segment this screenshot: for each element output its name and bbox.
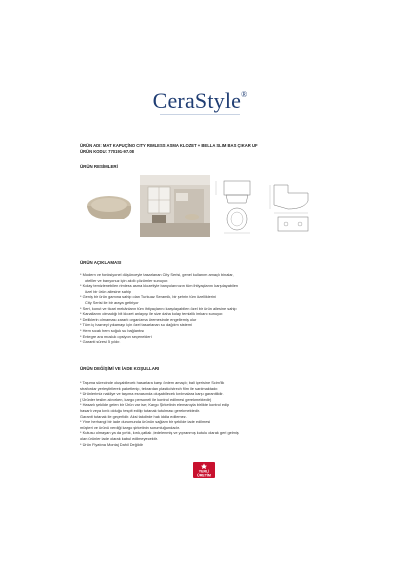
list-item: * Sert, konut ve ticari mekânların tüm ihtiyaçlarını karşılayabilen özel bir ürün ailesine sahip — [80, 305, 237, 311]
return-conditions-list — [80, 380, 320, 447]
list-item: City Serisi ile bir araya getiriyor — [85, 299, 139, 305]
brand-registered-mark: ® — [241, 90, 248, 99]
brand-name: CeraStyle — [152, 88, 242, 113]
description-section-title: ÜRÜN AÇIKLAMASI — [80, 260, 122, 265]
list-item: * Deliklerin olmaması zararlı organizma üremesinde engellemiş olur — [80, 316, 197, 322]
technical-drawing-front — [212, 175, 262, 237]
list-item: * Yine herhangi bir iade durumunda ürünün sağlam bir şekilde iade edilmesi — [80, 419, 211, 425]
list-item: * Ürünlerimiz nakliye ve taşıma esnasında oluşabilecek kırılmalara karşı garantilidir. — [80, 391, 224, 397]
list-item: * Kanallarını olmadığı bit klozet anlayışı ile size daha kolay temizlik imkanı sunuyor. — [80, 311, 224, 317]
list-item: Garanti tutanak ile geçerlidir. Aksi takdirde hak iddia edilemez. — [80, 413, 187, 419]
list-item: müşteri ve ürünü verdiği kargo şirketinin sorumluğundadır. — [80, 424, 180, 430]
product-meta — [80, 143, 340, 155]
list-item: * Entegre ara musluk opsiyon seçenekleri — [80, 333, 152, 339]
list-item: hasarlı veya kırık olduğu tespit edilip tutanak tutulması gerekmektedir. — [80, 407, 201, 413]
list-item: strafordar yerleştirilerek paketlenip, tekrardan plastic/strech film ile sarılmaktadır. — [80, 385, 219, 391]
return-section-title: ÜRÜN DEĞİŞİMİ VE İADE KOŞULLARI — [80, 366, 160, 371]
list-item: * Ürün Fiyatına Montaj Dahil Değildir — [80, 441, 143, 447]
technical-drawing-side — [264, 175, 322, 237]
list-item: * Kolay temizlenebilen rimless asma klozetiyle banyolarınızın tüm ihtiyaçlarını karşılayabilen — [80, 283, 239, 289]
list-item: * Taşıma sürecinde oluşabilecek hasarlara karşı önlem amaçlı; bali içerisine Scim'lik — [80, 380, 225, 385]
list-item: * Garanti süresi 5 yıldır. — [80, 339, 121, 345]
list-item: olan ürünler iade olarak kabul edilmeyecektir. — [80, 435, 158, 441]
toilet-photo — [80, 175, 138, 237]
local-production-badge — [193, 462, 215, 478]
bathroom-photo — [140, 175, 210, 237]
brand-logo — [0, 88, 400, 114]
description-list — [80, 272, 320, 345]
list-item: * Modern ve fonksiyonel düşünceyle tasarlanan City Serisi, genel kullanım amaçlı binalar, — [80, 272, 234, 277]
list-item: özel bir ürün ailesine sahip — [85, 288, 132, 294]
list-item: * Tüm iç hazneyi yıkamayı için özel tasarlanan su dağılım sistemi — [80, 322, 192, 328]
product-code: ÜRÜN KODU: 770191-97.08 — [80, 149, 134, 154]
images-section-title: ÜRÜN RESİMLERİ — [80, 164, 118, 169]
list-item: otelller ve banyonuz için akıllı çözümler sunuyor. — [85, 277, 169, 283]
list-item: * Hasarlı şekilde gelen bir Ürün var ise; Kargo Şirketinin elemanıyla birlikte kontrol edip — [80, 402, 230, 408]
logo-underline — [160, 114, 240, 115]
list-item: * Hem sıcak hem soğuk su bağlantısı — [80, 327, 145, 333]
badge-line1: YERLİ — [198, 469, 210, 474]
list-item: ( Ürünler teslim alınırken, kargo personeli ile kontrol edilmesi gerekmektedir) — [80, 396, 212, 402]
list-item: * Geniş bir ürün gamına sahip olan Turkuaz Seramik, bir şehrin tüm özelliklerini — [80, 294, 217, 300]
product-gallery — [80, 175, 322, 237]
list-item: * Kutusu olmayan ya da yırtık, kırık,çatlak ,tedelenmiş ve yıpranmış kutulu olarak geri gelmiş — [80, 430, 239, 436]
product-name: ÜRÜN ADI: MAT KAPUÇİNO CITY RIMLESS ASMA KLOZET + BELLA SLIM BAS ÇIKAR UF — [80, 143, 258, 148]
badge-line2: ÜRETİM — [197, 473, 211, 478]
